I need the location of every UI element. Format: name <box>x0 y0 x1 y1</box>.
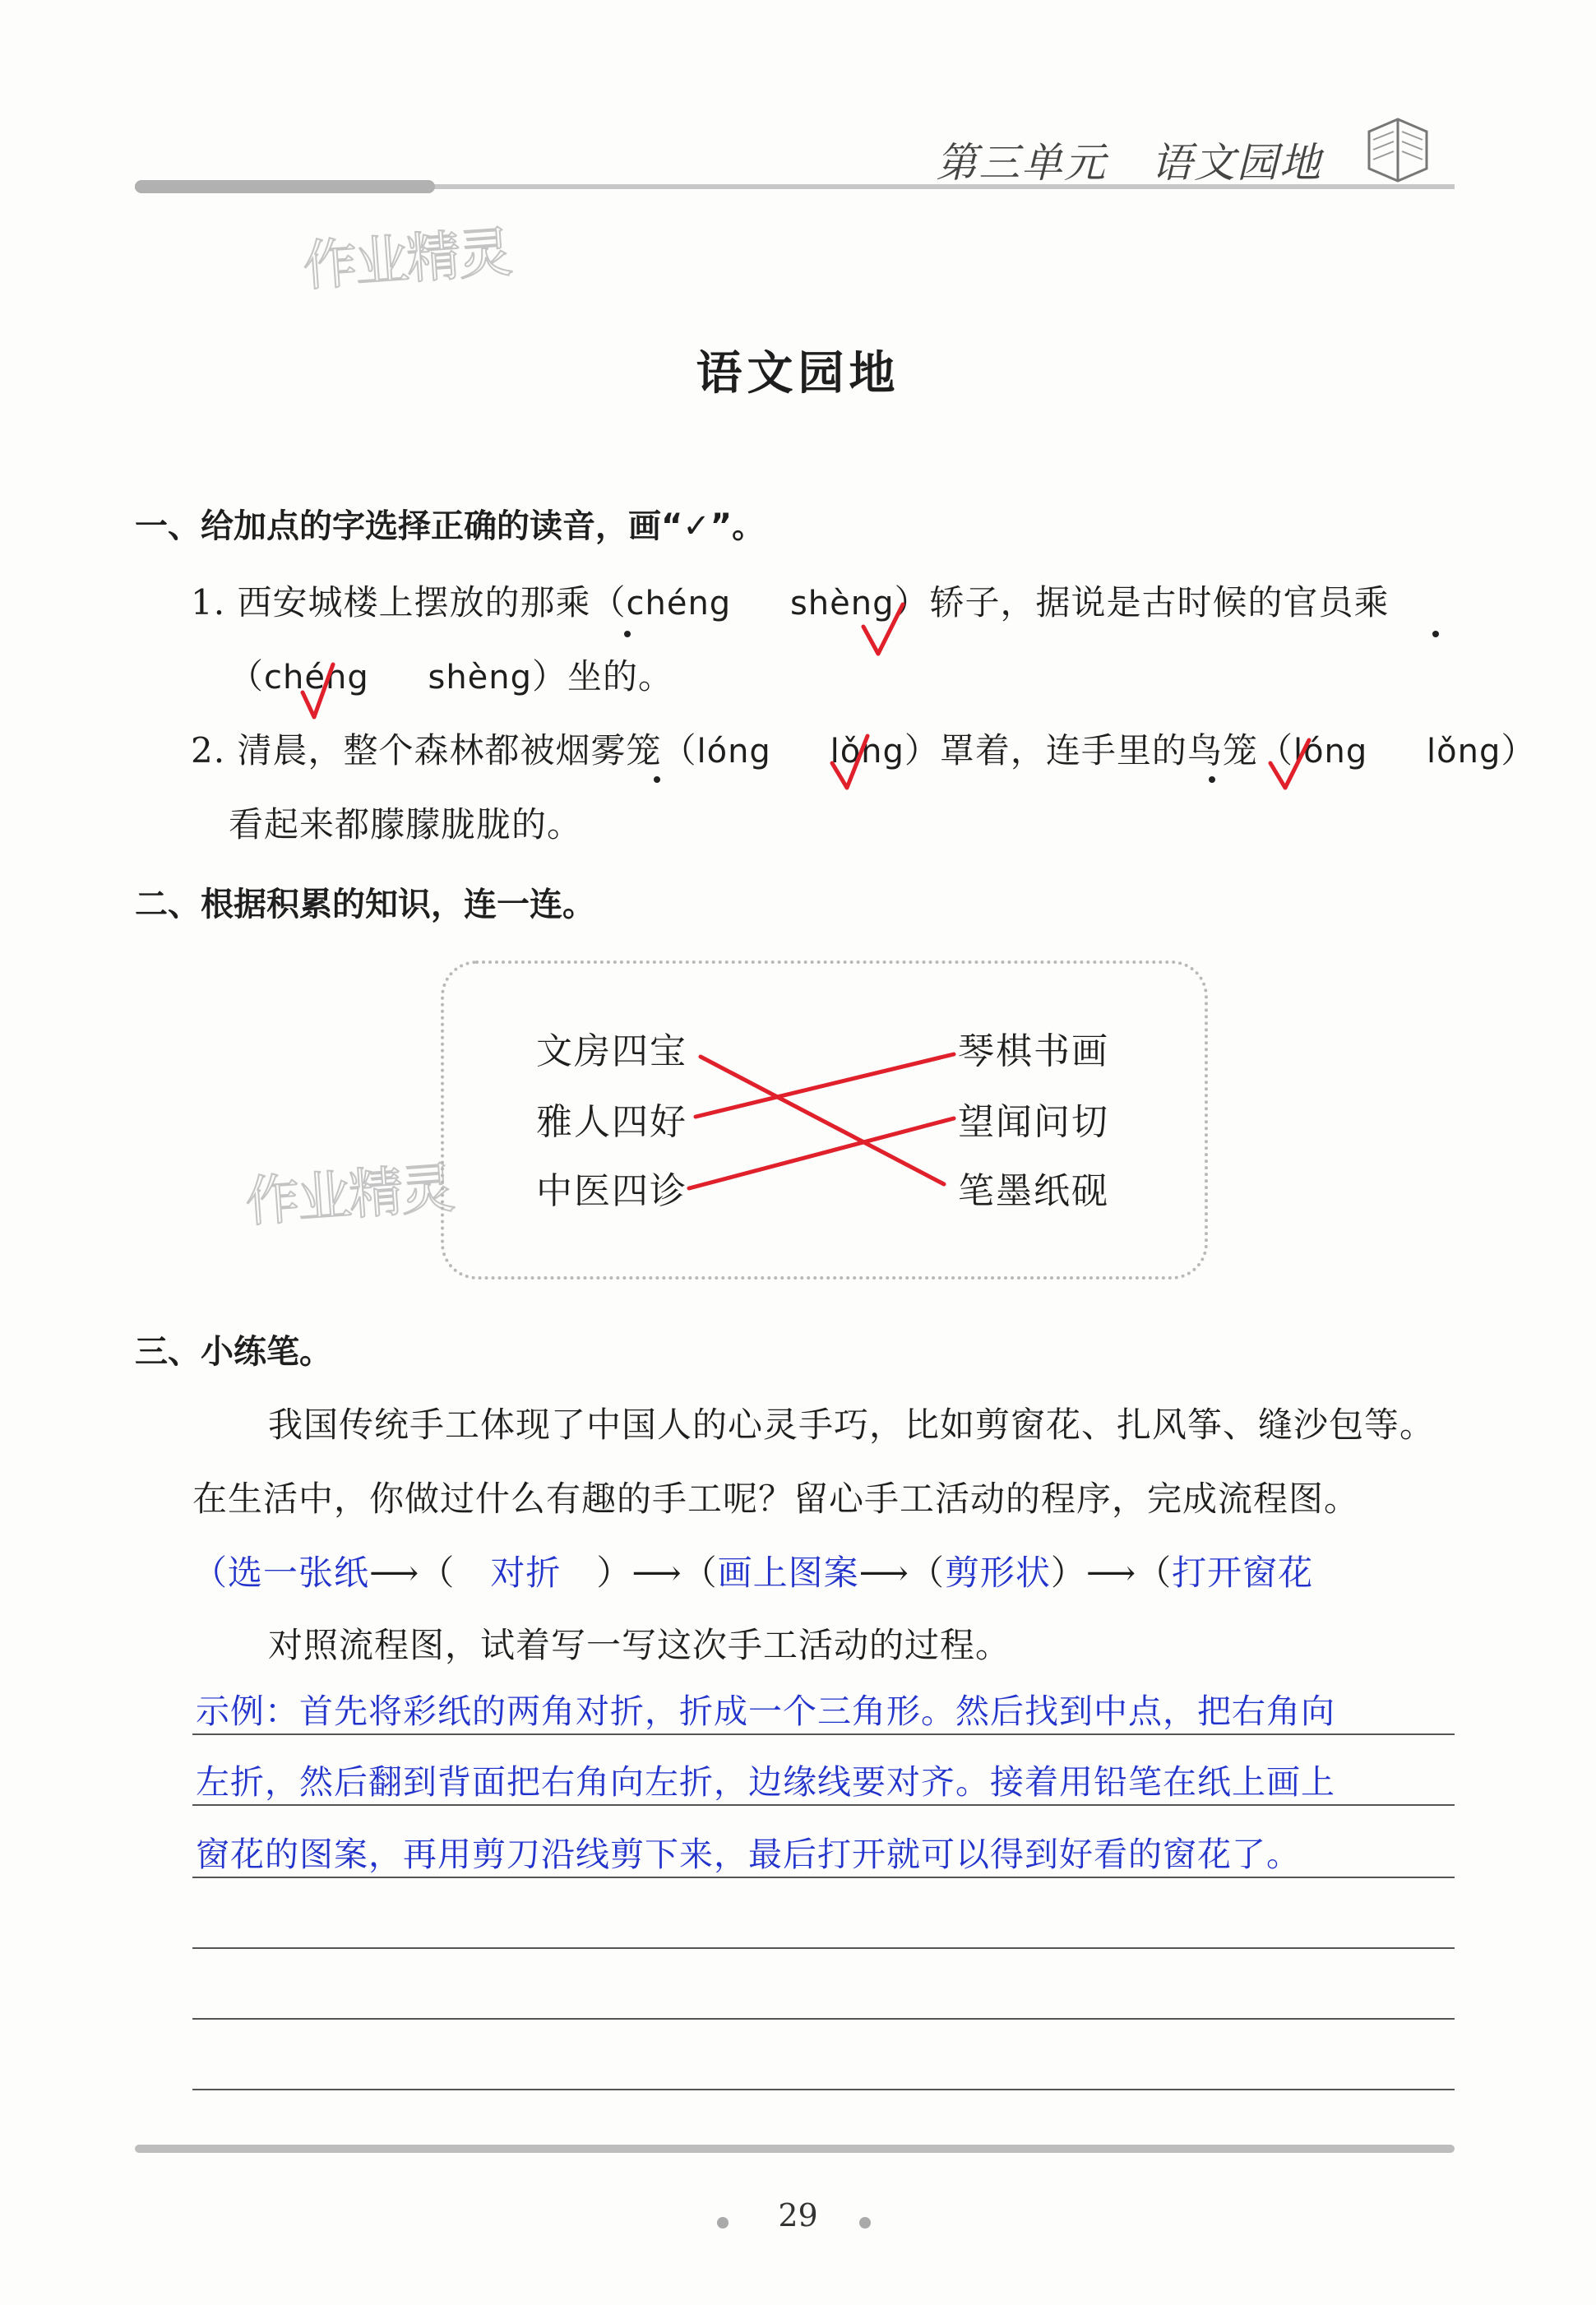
pinyin-option[interactable]: shèng <box>428 659 533 697</box>
flow-arrow: ）⟶（ <box>1050 1553 1173 1593</box>
answer-line[interactable]: 左折，然后翻到背面把右角向左折，边缘线要对齐。接着用铅笔在纸上画上 <box>196 1762 1335 1802</box>
paren: （ <box>1257 730 1293 771</box>
answer-line[interactable]: 窗花的图案，再用剪刀沿线剪下来，最后打开就可以得到好看的窗花了。 <box>196 1835 1301 1874</box>
match-line <box>701 1057 944 1184</box>
flow-arrow: ⟶（ <box>858 1553 945 1593</box>
paren: ） <box>1501 730 1537 771</box>
q3-paragraph-2: 在生活中，你做过什么有趣的手工呢？留心手工活动的程序，完成流程图。 <box>192 1479 1360 1519</box>
checkmark <box>1270 740 1309 788</box>
match-right-3[interactable]: 笔墨纸砚 <box>958 1170 1109 1212</box>
pinyin-option[interactable]: lóng <box>696 733 771 771</box>
item-number: 1. <box>191 582 226 623</box>
dotted-char: 笼 <box>1222 730 1258 771</box>
header-section: 语文园地 <box>1151 139 1322 187</box>
page-title: 语文园地 <box>696 346 900 400</box>
sentence-text: ）坐的。 <box>532 656 674 697</box>
flow-step[interactable]: 画上图案 <box>717 1553 859 1593</box>
flow-paren: （ <box>192 1553 229 1593</box>
pinyin-option[interactable]: lǒng <box>830 733 904 771</box>
checkmark <box>832 736 867 788</box>
sentence-text: 清晨，整个森林都被烟雾 <box>237 730 627 771</box>
q2-heading: 二、根据积累的知识，连一连。 <box>135 886 595 923</box>
q1-heading: 一、给加点的字选择正确的读音，画“✓”。 <box>135 507 766 545</box>
watermark: 作业精灵 <box>243 1156 455 1234</box>
dotted-char: 笼 <box>626 730 662 771</box>
match-left-3[interactable]: 中医四诊 <box>536 1170 687 1212</box>
match-line <box>696 1054 954 1117</box>
match-left-2[interactable]: 雅人四好 <box>536 1101 687 1143</box>
pinyin-option[interactable]: chéng <box>264 659 369 697</box>
flow-step[interactable]: 打开窗花 <box>1172 1553 1314 1593</box>
flow-arrow: ）⟶（ <box>596 1553 718 1593</box>
answer-line[interactable]: 示例：首先将彩纸的两角对折，折成一个三角形。然后找到中点，把右角向 <box>196 1692 1335 1731</box>
match-left-1[interactable]: 文房四宝 <box>536 1030 687 1072</box>
q3-heading: 三、小练笔。 <box>135 1333 332 1371</box>
flow-step[interactable]: 选一张纸 <box>228 1553 370 1593</box>
q1-item2-line2: 看起来都朦朦胧胧的。 <box>229 804 583 845</box>
paren: （ <box>229 656 265 697</box>
sentence-text: 西安城楼上摆放的那 <box>237 582 556 623</box>
match-right-1[interactable]: 琴棋书画 <box>958 1030 1109 1072</box>
watermark: 作业精灵 <box>301 220 512 299</box>
dotted-char: 乘 <box>555 582 591 623</box>
flow-step[interactable]: 对折 <box>490 1553 562 1593</box>
q3-prompt: 对照流程图，试着写一写这次手工活动的过程。 <box>268 1625 1011 1665</box>
pinyin-option[interactable]: lǒng <box>1427 733 1501 771</box>
sentence-text: ）轿子，据说是古时候的官员 <box>894 582 1354 623</box>
flow-arrow: ⟶（ <box>369 1553 456 1593</box>
checkmark <box>863 604 903 654</box>
pinyin-option[interactable]: lóng <box>1293 733 1368 771</box>
paren: （ <box>590 582 627 623</box>
q3-paragraph-1: 我国传统手工体现了中国人的心灵手巧，比如剪窗花、扎风筝、缝沙包等。 <box>268 1405 1436 1445</box>
page-number: 29 <box>778 2197 818 2233</box>
paren: （ <box>661 730 697 771</box>
pinyin-option[interactable]: shèng <box>789 585 895 623</box>
header-unit: 第三单元 <box>936 139 1108 187</box>
dotted-char: 乘 <box>1353 582 1390 623</box>
sentence-text: ）罩着，连手里的鸟 <box>904 730 1223 771</box>
checkmark <box>303 664 333 717</box>
match-right-2[interactable]: 望闻问切 <box>958 1101 1109 1143</box>
pinyin-option[interactable]: chéng <box>626 585 732 623</box>
flow-step[interactable]: 剪形状 <box>944 1553 1051 1593</box>
item-number: 2. <box>191 730 226 771</box>
match-line <box>689 1118 954 1188</box>
